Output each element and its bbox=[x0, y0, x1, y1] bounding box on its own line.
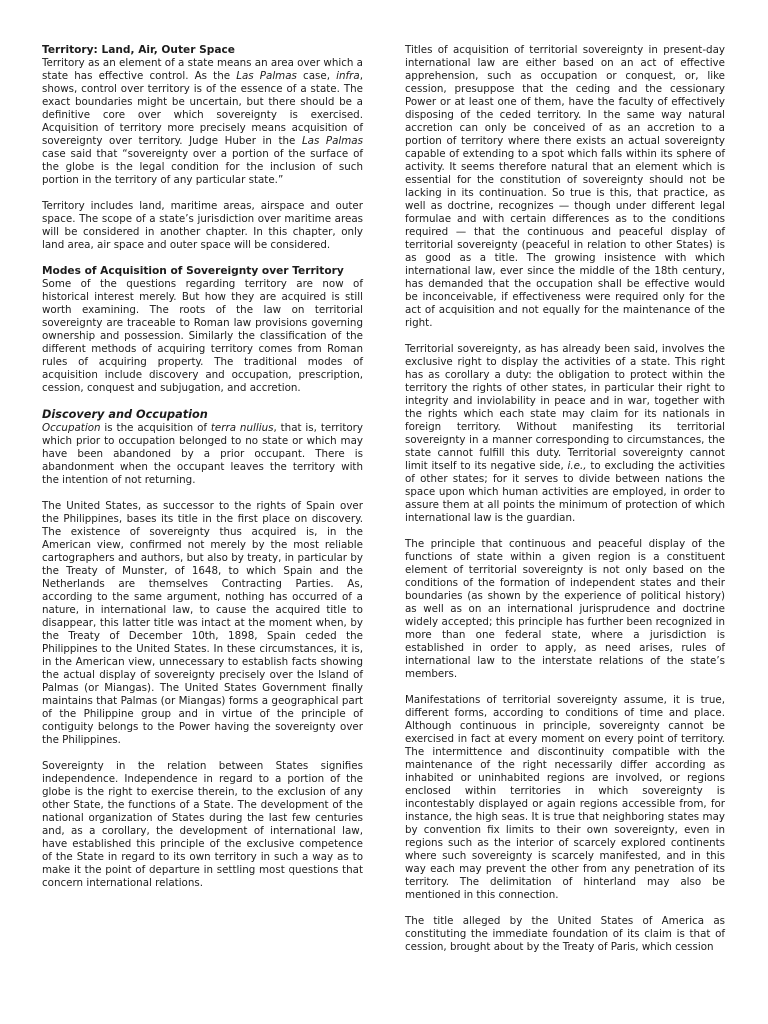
paragraph-occupation bbox=[42, 422, 363, 487]
paragraph-territory-includes: Territory includes land, maritime areas, airspace and outer space. The scope of a state’s jurisdiction over maritime areas will be considered in another chapter. In this chapter, only land area, air space and outer space will be considered. bbox=[42, 200, 363, 251]
paragraph-us-title: The United States, as successor to the rights of Spain over the Philippines, bases its title in the first place on discovery. The existence of sovereignty thus acquired is, in the American view, confirmed not merely by the most reliable cartographers and authors, but also by treaty, in particular by the Treaty of Munster, of 1648, to which Spain and the Netherlands are themselves Contracting Parties. As, according to the same argument, nothing has occurred of a nature, in international law, to cause the acquired title to disappear, this latter title was intact at the moment when, by the Treaty of December 10th, 1898, Spain ceded the Philippines to the United States. In these circumstances, it is, in the American view, unnecessary to establish facts showing the actual display of sovereignty precisely over the Island of Palmas (or Miangas). The United States Government finally maintains that Palmas (or Miangas) forms a geographical part of the Philippine group and in virtue of the principle of contiguity belongs to the Power having the sovereignty over the Philippines. bbox=[42, 500, 363, 746]
abbreviation: i.e., bbox=[567, 460, 587, 472]
paragraph-sovereignty: Sovereignty in the relation between States signifies independence. Independence in regard to a portion of the globe is the right to exercise therein, to the exclusion of any other State, the functions of a State. The development of the national organization of States during the last few centuries and, as a corollary, the development of international law, have established this principle of the exclusive competence of the State in regard to its own territory in such a way as to make it the point of departure in settling most questions that concern international relations. bbox=[42, 760, 363, 889]
case-name: Las Palmas bbox=[301, 135, 363, 147]
text-run: , that is, territory which prior to occupation belonged to no state or which may have been abandoned by a prior occupant. There is abandonment when the occupant leaves the territory with the intention of not returning. bbox=[42, 422, 364, 486]
section-heading-territory: Territory: Land, Air, Outer Space bbox=[42, 44, 235, 56]
citation-term: infra bbox=[336, 70, 360, 82]
text-run: Territorial sovereignty, as has already been said, involves the exclusive right to display the activities of a state. This right has as corollary a duty: the obligation to protect within the territory the rights of other states, in particular their right to integrity and inviolability in peace and in war, together with the rights which each state may claim for its nationals in foreign territory. Without manifesting its territorial sovereignty in a manner corresponding to circumstances, the state cannot fulfill this duty. Territorial sovereignty cannot limit itself to its negative side, bbox=[405, 343, 725, 472]
text-run: Territory as an element of a state means an area over which a state has effective control. As the bbox=[42, 57, 363, 82]
paragraph-manifestations: Manifestations of territorial sovereignty assume, it is true, different forms, according to conditions of time and place. Although continuous in principle, sovereignty cannot be exercised in fact at every moment on every point of territory. The intermittence and discontinuity compatible with the maintenance of the right necessarily differ according as inhabited or uninhabited regions are involved, or regions enclosed within territories in which sovereignty is incontestably displayed or again regions accessible from, for instance, the high seas. It is true that neighboring states may by convention fix limits to their own sovereignty, even in regions such as the interior of scarcely explored continents where such sovereignty is scarcely manifested, and in this way each may prevent the other from any penetration of its territory. The delimitation of hinterland may also be mentioned in this connection. bbox=[405, 694, 725, 901]
left-column bbox=[42, 44, 363, 903]
paragraph-territory-definition bbox=[42, 57, 363, 187]
text-run: , shows, control over territory is of the essence of a state. The exact boundaries might be uncertain, but there should be a definitive core over which sovereignty is exercised. Acquisition of territory more precisely means acquisition of sovereignty over territory. Judge Huber in the bbox=[42, 70, 363, 147]
paragraph-territorial-sovereignty bbox=[405, 343, 725, 525]
case-name: Las Palmas bbox=[236, 70, 297, 82]
text-run: case said that “sovereignty over a portion of the surface of the globe is the legal condition for the inclusion of such portion in the territory of any particular state.” bbox=[42, 148, 363, 186]
right-column bbox=[405, 44, 725, 967]
latin-term: terra nullius bbox=[210, 422, 274, 434]
text-run: case, bbox=[296, 70, 337, 82]
paragraph-modes: Some of the questions regarding territory are now of historical interest merely. But how they are acquired is still worth examining. The roots of the law on territorial sovereignty are traceable to Roman law provisions governing ownership and possession. Similarly the classification of the different methods of acquiring territory comes from Roman rules of acquiring property. The traditional modes of acquisition include discovery and occupation, prescription, cession, conquest and subjugation, and accretion. bbox=[42, 278, 363, 394]
paragraph-titles-acquisition: Titles of acquisition of territorial sovereignty in present-day international law are either based on an act of effective apprehension, such as occupation or conquest, or, like cession, presuppose that the ceding and the cessionary Power or at least one of them, have the faculty of effectively disposing of the ceded territory. In the same way natural accretion can only be conceived of as an accretion to a portion of territory where there exists an actual sovereignty capable of extending to a spot which falls within its sphere of activity. It seems therefore natural that an element which is essential for the constitution of sovereignty should not be lacking in its continuation. So true is this, that practice, as well as doctrine, recognizes — though under different legal formulae and with certain differences as to the conditions required — that the continuous and peaceful display of territorial sovereignty (peaceful in relation to other States) is as good as a title. The growing insistence with which international law, ever since the middle of the 18th century, has demanded that the occupation shall be effective would be inconceivable, if effectiveness were required only for the act of acquisition and not equally for the maintenance of the right. bbox=[405, 44, 725, 329]
subheading-discovery-occupation: Discovery and Occupation bbox=[42, 408, 208, 421]
text-run: is the acquisition of bbox=[100, 422, 211, 434]
section-heading-modes: Modes of Acquisition of Sovereignty over Territory bbox=[42, 265, 344, 277]
text-run: to excluding the activities of other states; for it serves to divide between nations the space upon which human activities are employed, in order to assure them at all points the minimum of protection of which international law is the guardian. bbox=[405, 460, 725, 524]
paragraph-title-alleged: The title alleged by the United States of America as constituting the immediate foundation of its claim is that of cession, brought about by the Treaty of Paris, which cession bbox=[405, 915, 725, 953]
paragraph-principle: The principle that continuous and peaceful display of the functions of state within a given region is a constituent element of territorial sovereignty is not only based on the conditions of the formation of independent states and their boundaries (as shown by the experience of political history) as well as on an international jurisprudence and doctrine widely accepted; this principle has further been recognized in more than one federal state, where a jurisdiction is established in order to apply, as need arises, rules of international law to the interstate relations of the state’s members. bbox=[405, 538, 725, 680]
defined-term: Occupation bbox=[42, 422, 101, 434]
